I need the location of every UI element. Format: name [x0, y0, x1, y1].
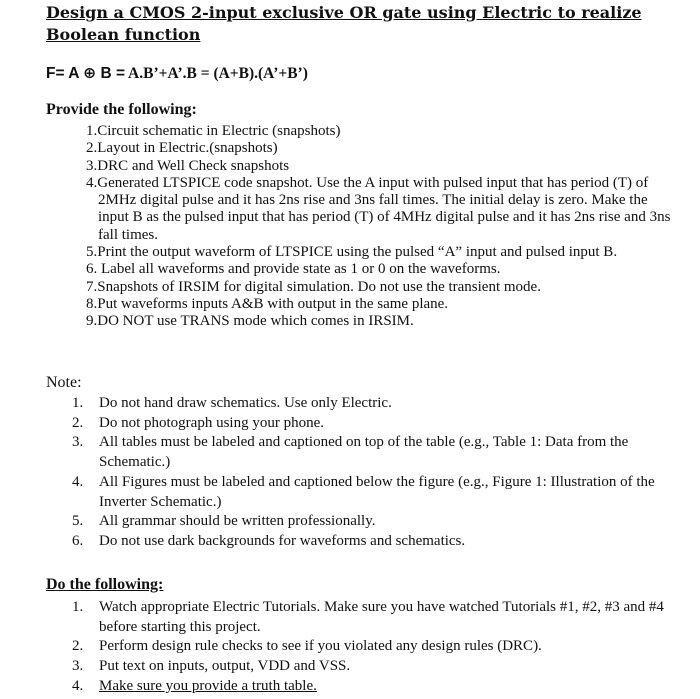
formula-rhs: A.B’+A’.B = (A+B).(A’+B’): [125, 65, 308, 82]
provide-heading: Provide the following:: [46, 101, 197, 118]
note-number: 4.: [72, 473, 84, 490]
note-item: [72, 532, 672, 552]
note-text: Do not use dark backgrounds for waveforms and schematics.: [99, 532, 466, 549]
provide-item: 4.Generated LTSPICE code snapshot. Use the A input with pulsed input that has period (T) of 2MHz digital pulse and it has 2ns rise and 3ns fall times. The initial delay is zero. Make the input B as the pulsed input that has period (T) of 4MHz digital pulse and it has 2ns rise and 3ns fall times.: [86, 174, 671, 243]
do-following-list: [72, 598, 672, 697]
do-text: Perform design rule checks to see if you violated any design rules (DRC).: [99, 638, 542, 655]
provide-item: 1.Circuit schematic in Electric (snapshots): [86, 123, 341, 139]
note-item: [72, 414, 672, 434]
do-text: Make sure you provide a truth table.: [99, 677, 317, 694]
provide-item: 7.Snapshots of IRSIM for digital simulation. Do not use the transient mode.: [86, 278, 541, 295]
note-number: 2.: [72, 414, 84, 431]
note-number: 6.: [72, 532, 84, 549]
provide-item: 5.Print the output waveform of LTSPICE using the pulsed “A” input and pulsed input B.: [86, 244, 618, 261]
note-item: [72, 433, 672, 472]
do-item: [72, 657, 672, 677]
provide-item: 8.Put waveforms inputs A&B with output in the same plane.: [86, 295, 449, 312]
provide-item: 2.Layout in Electric.(snapshots): [86, 140, 278, 157]
note-text: All grammar should be written professionally.: [99, 513, 376, 530]
provide-item: 3.DRC and Well Check snapshots: [86, 157, 290, 174]
note-text: All Figures must be labeled and captioned below the figure (e.g., Figure 1: Illustration of the Inverter Schematic.): [99, 473, 655, 510]
boolean-formula: [46, 64, 308, 83]
formula-lhs: F= A ⊕ B =: [46, 65, 126, 82]
do-following-label: Do the following:: [46, 576, 164, 593]
do-number: 4.: [72, 677, 84, 694]
do-item: [72, 637, 672, 657]
do-number: 1.: [72, 599, 84, 615]
note-text: Do not photograph using your phone.: [99, 414, 324, 431]
note-text: Do not hand draw schematics. Use only Electric.: [99, 395, 392, 411]
document-title: Design a CMOS 2-input exclusive OR gate using Electric to realize Boolean function: [46, 3, 642, 44]
provide-item: 9.DO NOT use TRANS mode which comes in IRSIM.: [86, 313, 414, 330]
note-list: [72, 394, 672, 552]
do-item: [72, 677, 672, 697]
note-label: Note:: [46, 374, 82, 391]
do-number: 2.: [72, 638, 84, 655]
note-item: [72, 473, 672, 512]
do-item: [72, 598, 672, 637]
do-text: Watch appropriate Electric Tutorials. Make sure you have watched Tutorials #1, #2, #3 and #4 before starting this project.: [99, 599, 664, 635]
note-number: 1.: [72, 395, 84, 411]
note-number: 5.: [72, 513, 84, 530]
note-number: 3.: [72, 434, 84, 451]
provide-item: 6. Label all waveforms and provide state as 1 or 0 on the waveforms.: [86, 261, 501, 278]
do-number: 3.: [72, 658, 84, 675]
note-item: [72, 512, 672, 532]
note-item: [72, 394, 672, 414]
note-text: All tables must be labeled and captioned on top of the table (e.g., Table 1: Data from the Schematic.): [99, 434, 629, 471]
do-text: Put text on inputs, output, VDD and VSS.: [99, 658, 351, 675]
provide-list: [86, 123, 672, 331]
